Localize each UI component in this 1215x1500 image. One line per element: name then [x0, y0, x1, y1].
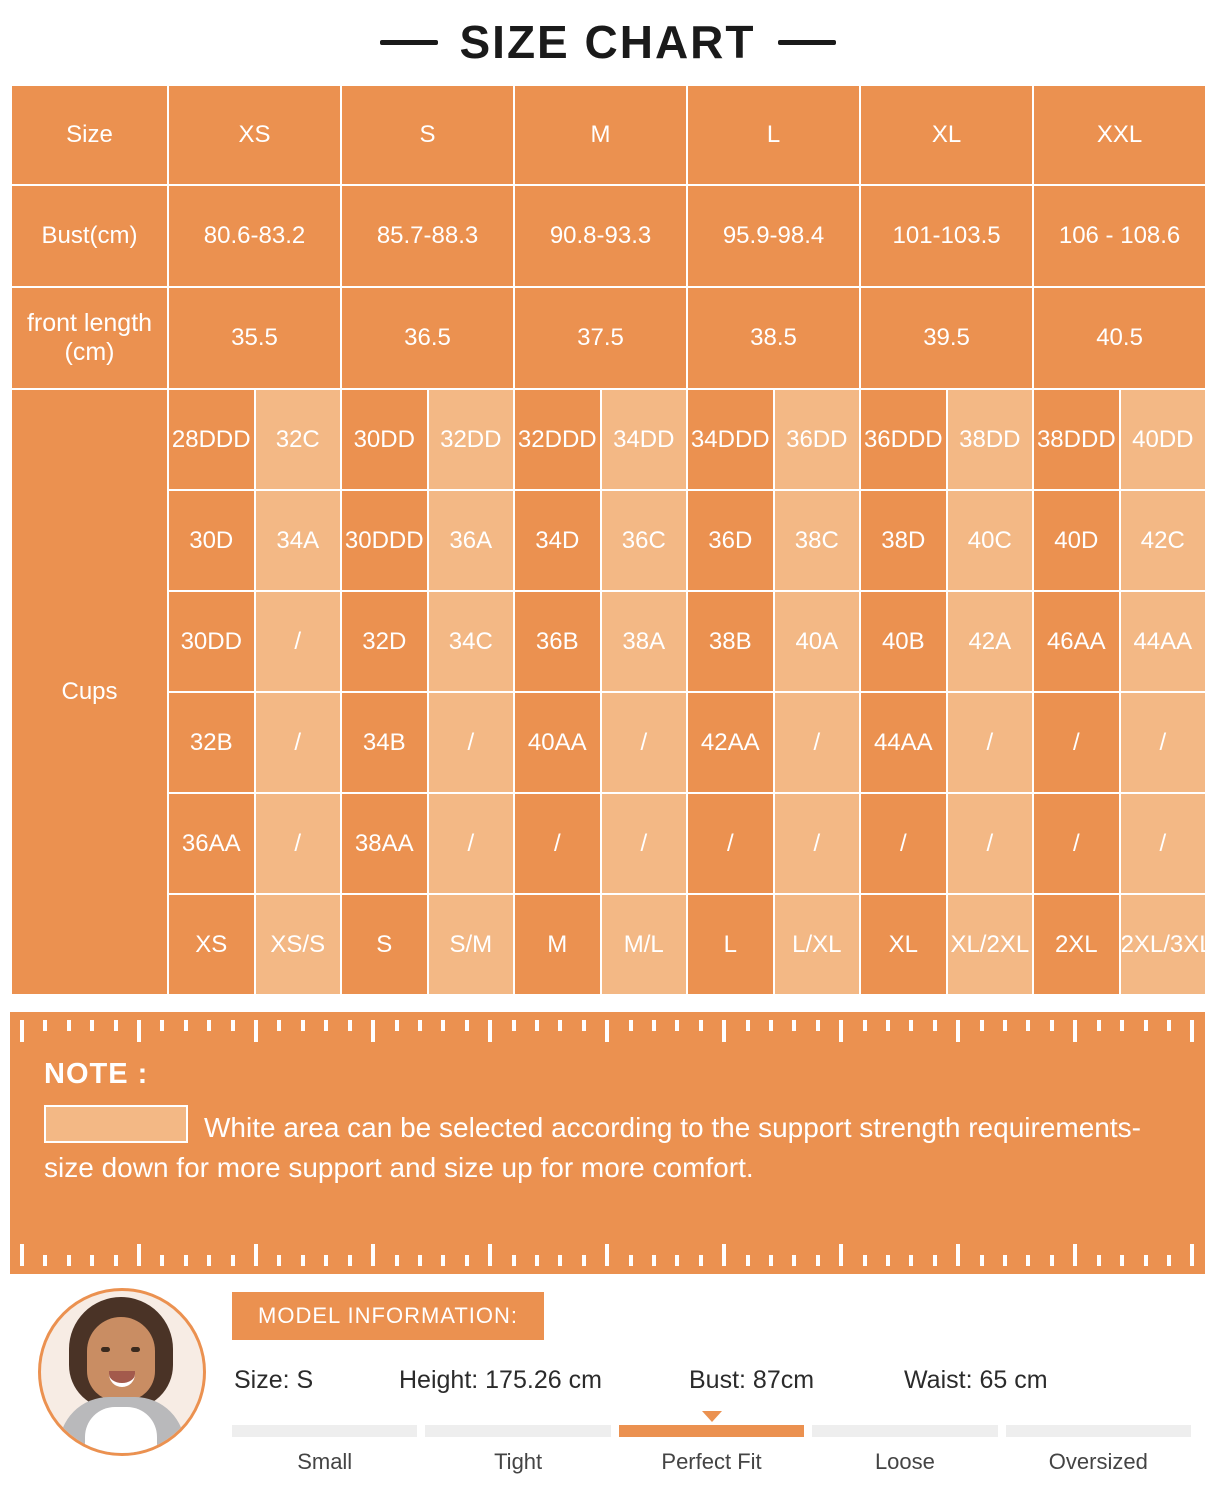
- cup-cell: 36C: [601, 490, 688, 591]
- size-header-m: M: [514, 85, 687, 185]
- title-dash-left: [380, 40, 438, 45]
- model-stats: [228, 1340, 1205, 1395]
- cup-cell: /: [601, 793, 688, 894]
- cup-cell: 32DD: [428, 389, 515, 490]
- cup-cell: 32C: [255, 389, 342, 490]
- note-text: White area can be selected according to the support strength requirements-size down for more support and size up for more comfort.: [44, 1112, 1141, 1183]
- cup-cell: 38DDD: [1033, 389, 1120, 490]
- cup-cell: 46AA: [1033, 591, 1120, 692]
- cup-size-cell: 2XL/3XL: [1120, 894, 1207, 995]
- front-length-s: 36.5: [341, 287, 514, 389]
- cup-cell: 44AA: [1120, 591, 1207, 692]
- cup-size-cell: XL: [860, 894, 947, 995]
- table-row: [11, 490, 1206, 591]
- front-length-l: 38.5: [687, 287, 860, 389]
- fit-item-oversized[interactable]: [1002, 1425, 1195, 1475]
- cup-cell: 30DD: [168, 591, 255, 692]
- cup-cell: 32DDD: [514, 389, 601, 490]
- cup-cell: /: [774, 692, 861, 793]
- cup-cell: 34C: [428, 591, 515, 692]
- avatar-eye-right: [131, 1347, 140, 1352]
- cup-cell: 36A: [428, 490, 515, 591]
- table-row: [11, 185, 1206, 287]
- cup-cell: 34A: [255, 490, 342, 591]
- model-details: [228, 1288, 1205, 1475]
- legend-swatch: [44, 1105, 188, 1143]
- model-stat-size: Size: S: [234, 1366, 314, 1394]
- cup-cell: /: [514, 793, 601, 894]
- cup-cell: 42A: [947, 591, 1034, 692]
- avatar: [38, 1288, 206, 1456]
- bust-s: 85.7-88.3: [341, 185, 514, 287]
- fit-bar: [232, 1425, 417, 1437]
- bust-m: 90.8-93.3: [514, 185, 687, 287]
- avatar-garment: [85, 1407, 157, 1453]
- ruler-ticks-bottom: [10, 1240, 1205, 1266]
- cup-cell: /: [428, 692, 515, 793]
- size-header-l: L: [687, 85, 860, 185]
- cup-cell: 38C: [774, 490, 861, 591]
- fit-item-loose[interactable]: [808, 1425, 1001, 1475]
- size-header-xxl: XXL: [1033, 85, 1206, 185]
- table-row: [11, 692, 1206, 793]
- note-content: [10, 1012, 1205, 1188]
- cup-cell: 40C: [947, 490, 1034, 591]
- cup-cell: /: [947, 793, 1034, 894]
- fit-label: Tight: [494, 1449, 543, 1474]
- cup-cell: 36DDD: [860, 389, 947, 490]
- model-stat-bust: Bust: 87cm: [689, 1366, 815, 1394]
- cup-cell: 36AA: [168, 793, 255, 894]
- cup-cell: 30D: [168, 490, 255, 591]
- title-dash-right: [778, 40, 836, 45]
- cup-cell: /: [255, 793, 342, 894]
- cup-size-cell: 2XL: [1033, 894, 1120, 995]
- cup-cell: 38D: [860, 490, 947, 591]
- cup-cell: 42C: [1120, 490, 1207, 591]
- cup-cell: 36D: [687, 490, 774, 591]
- row-label-front-length: front length (cm): [11, 287, 168, 389]
- model-stat-height: Height: 175.26 cm: [399, 1366, 602, 1394]
- cup-cell: 38DD: [947, 389, 1034, 490]
- cup-cell: /: [1120, 692, 1207, 793]
- model-information-section: [10, 1288, 1205, 1475]
- cup-cell: /: [601, 692, 688, 793]
- cup-cell: 44AA: [860, 692, 947, 793]
- fit-bar: [619, 1425, 804, 1437]
- fit-bar: [1006, 1425, 1191, 1437]
- bust-l: 95.9-98.4: [687, 185, 860, 287]
- bust-xxl: 106 - 108.6: [1033, 185, 1206, 287]
- size-header-s: S: [341, 85, 514, 185]
- size-chart-table: [10, 84, 1213, 996]
- size-chart-table-wrap: [10, 84, 1213, 996]
- cup-cell: 40DD: [1120, 389, 1207, 490]
- cup-cell: 38AA: [341, 793, 428, 894]
- table-row: [11, 591, 1206, 692]
- fit-label: Loose: [874, 1449, 935, 1474]
- fit-label: Oversized: [1048, 1449, 1148, 1474]
- cup-cell: 28DDD: [168, 389, 255, 490]
- cup-cell: 34DDD: [687, 389, 774, 490]
- cup-size-cell: XS: [168, 894, 255, 995]
- fit-scale: [228, 1425, 1205, 1475]
- fit-item-small[interactable]: [228, 1425, 421, 1475]
- avatar-eye-left: [101, 1347, 110, 1352]
- cup-cell: 36DD: [774, 389, 861, 490]
- table-row: [11, 85, 1206, 185]
- note-text-block: [44, 1105, 1171, 1188]
- cup-cell: 40AA: [514, 692, 601, 793]
- cup-cell: /: [1033, 793, 1120, 894]
- cup-size-cell: M/L: [601, 894, 688, 995]
- cup-cell: /: [1033, 692, 1120, 793]
- cup-cell: 40B: [860, 591, 947, 692]
- cup-cell: /: [1120, 793, 1207, 894]
- front-length-xs: 35.5: [168, 287, 341, 389]
- cup-cell: /: [860, 793, 947, 894]
- page-title: [0, 0, 1215, 84]
- cup-cell: 32B: [168, 692, 255, 793]
- page-title-text: SIZE CHART: [459, 16, 756, 68]
- row-label-size: Size: [11, 85, 168, 185]
- row-label-cups: Cups: [11, 389, 168, 995]
- fit-item-perfect-fit[interactable]: [615, 1425, 808, 1475]
- table-row: [11, 389, 1206, 490]
- front-length-xl: 39.5: [860, 287, 1033, 389]
- fit-bar: [812, 1425, 997, 1437]
- cup-cell: 34B: [341, 692, 428, 793]
- cup-cell: 36B: [514, 591, 601, 692]
- cup-cell: 32D: [341, 591, 428, 692]
- cup-cell: /: [947, 692, 1034, 793]
- cup-size-cell: L/XL: [774, 894, 861, 995]
- row-label-bust: Bust(cm): [11, 185, 168, 287]
- size-header-xs: XS: [168, 85, 341, 185]
- bust-xl: 101-103.5: [860, 185, 1033, 287]
- model-stat-waist: Waist: 65 cm: [904, 1366, 1048, 1394]
- fit-indicator-arrow-icon: [702, 1411, 722, 1422]
- cup-cell: 40A: [774, 591, 861, 692]
- cup-size-cell: XL/2XL: [947, 894, 1034, 995]
- cup-cell: 30DDD: [341, 490, 428, 591]
- cup-size-cell: S/M: [428, 894, 515, 995]
- cup-cell: 34DD: [601, 389, 688, 490]
- note-box: [10, 1012, 1205, 1274]
- cup-cell: 34D: [514, 490, 601, 591]
- fit-item-tight[interactable]: [421, 1425, 614, 1475]
- table-row: [11, 793, 1206, 894]
- cup-cell: 42AA: [687, 692, 774, 793]
- cup-size-cell: M: [514, 894, 601, 995]
- cup-size-cell: S: [341, 894, 428, 995]
- fit-label: Perfect Fit: [661, 1449, 762, 1474]
- cup-cell: 38A: [601, 591, 688, 692]
- cup-cell: 38B: [687, 591, 774, 692]
- size-header-xl: XL: [860, 85, 1033, 185]
- cup-cell: /: [774, 793, 861, 894]
- cup-cell: 30DD: [341, 389, 428, 490]
- cup-cell: /: [428, 793, 515, 894]
- front-length-xxl: 40.5: [1033, 287, 1206, 389]
- note-heading: NOTE :: [44, 1058, 149, 1090]
- table-row: [11, 287, 1206, 389]
- cup-size-cell: XS/S: [255, 894, 342, 995]
- bust-xs: 80.6-83.2: [168, 185, 341, 287]
- cup-cell: 40D: [1033, 490, 1120, 591]
- model-information-badge: MODEL INFORMATION:: [232, 1292, 544, 1340]
- fit-label: Small: [297, 1449, 353, 1474]
- cup-cell: /: [255, 591, 342, 692]
- cup-cell: /: [687, 793, 774, 894]
- fit-bar: [425, 1425, 610, 1437]
- avatar-face: [87, 1317, 155, 1401]
- front-length-m: 37.5: [514, 287, 687, 389]
- table-row: [11, 894, 1206, 995]
- cup-size-cell: L: [687, 894, 774, 995]
- cup-cell: /: [255, 692, 342, 793]
